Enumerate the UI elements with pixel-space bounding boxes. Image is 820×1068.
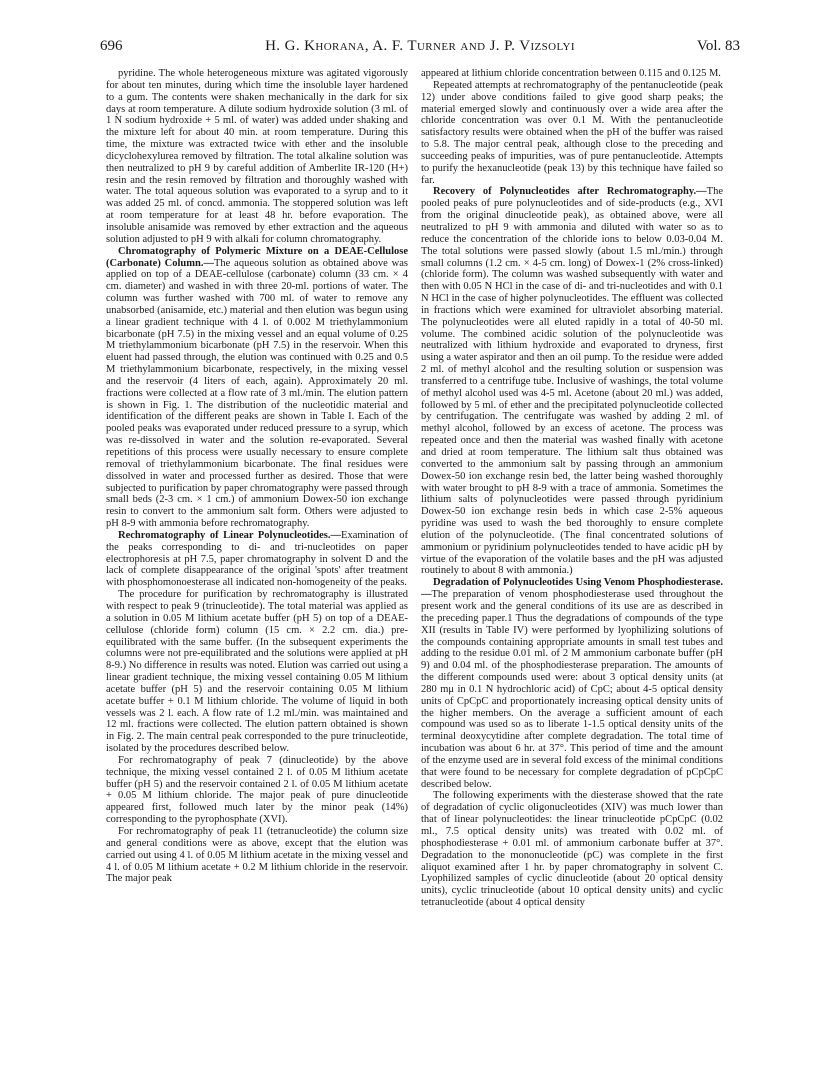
- section-heading: Chromatography of Polymeric Mixture on a DEAE-Cellulose (Carbonate) Column.—: [106, 245, 408, 269]
- paragraph-text: The preparation of venom phosphodiesterase used throughout the present work and the general conditions of its use are as described in the preceding paper.1 Thus the degradations of compounds of the type XII (results in Table IV) were performed by lyophilizing solutions of the compounds containing appropriate amounts in small test tubes and adding to the residue 0.01 ml. of 2 M ammonium carbonate buffer (pH 9) and 0.04 ml. of the phosphodiesterase preparation. The amounts of the different compounds used were: about 3 optical density units (at 280 mμ in 0.1 N hydrochloric acid) of CpC; about 4-5 optical density units of CpCpC and proportionately increasing optical density units of the higher members. On the average a sufficient amount of each compound was used so as to liberate 1-1.5 optical density units of the terminal deoxycytidine after complete degradation. The total time of incubation was about 6 hr. at 37°. This period of time and the amount of the enzyme used are in several fold excess of the minimal conditions that were found to be necessary for complete degradation of pCpCpC described below.: [421, 589, 723, 790]
- paragraph-text: The procedure for purification by rechromatography is illustrated with respect to peak 9 (trinucleotide). The total material was applied as a solution in 0.05 M lithium acetate buffer (pH 5) on top of a DEAE-cellulose (chloride form) column (15 cm. × 2.2 cm. dia.) pre-equilibrated with the same buffer. (In the subsequent experiments the columns were not pre-equilibrated and the solutions were applied at pH 8-9.) No difference in results was noted. Elution was carried out using a linear gradient technique, the mixing vessel containing 0.05 M lithium acetate buffer (pH 5) and the reservoir containing 0.05 M lithium acetate buffer + 0.1 M lithium chloride. The volume of liquid in both vessels was 2 l. each. A flow rate of 1.2 ml./min. was maintained and 12 ml. fractions were collected. The elution pattern obtained is shown in Fig. 2. The main central peak corresponded to the pure trinucleotide, isolated by the procedures described below.: [106, 589, 408, 755]
- volume-label: Vol. 83: [696, 38, 740, 54]
- section-heading: Recovery of Polynucleotides after Rechromatography.—: [433, 186, 707, 198]
- paragraph-text: Repeated attempts at rechromatography of the pentanucleotide (peak 12) under above conditions failed to give good sharp peaks; the material emerged slowly and continuously over a wide area after the chloride concentration was over 0.1 M. With the pentanucleotide satisfactory results were obtained when the pH of the buffer was raised to 5.8. The major central peak, although close to the preceding and succeeding peaks of impurities, was of pure pentanucleotide. Attempts to purify the hexanucleotide (peak 13) by this technique have failed so far.: [421, 79, 723, 186]
- paragraph-text: Examination of the peaks corresponding to di- and tri-nucleotides on paper electrophoresis at pH 7.5, paper chromatography in solvent D and the lack of complete disappearance of the original 'spots' after treatment with phosphomonoesterase all indicated non-homogeneity of the peaks.: [106, 529, 408, 589]
- paragraph-text: appeared at lithium chloride concentration between 0.115 and 0.125 M.: [421, 68, 721, 79]
- paragraph: [421, 68, 723, 80]
- left-text-column: [106, 68, 408, 1058]
- paragraph: [106, 246, 408, 530]
- paragraph: [106, 68, 408, 246]
- page-header: [100, 38, 740, 60]
- paragraph-text: The pooled peaks of pure polynucleotides and of side-products (e.g., XVI from the original dinucleotide peak), as obtained above, were all neutralized to pH 9 with ammonia and diluted with water so as to reduce the concentration of the chloride ions to below 0.03-0.04 M. The total solutions were passed slowly (about 1.5 ml./min.) through small columns (1.2 cm. × 4-5 cm. long) of Dowex-1 (2% cross-linked) (chloride form). The column was washed subsequently with water and then with 0.05 N HCl in the case of di- and tri-nucleotides and with 0.1 N HCl in the case of higher polynucleotides. The effluent was collected in fractions which were examined for ultraviolet absorbing material. The polynucleotides were all eluted rapidly in a total of 40-50 ml. volume. The combined acidic solution of the polynucleotide was neutralized with lithium hydroxide and evaporated to dryness, first using a water aspirator and then an oil pump. To the residue were added 2 ml. of methyl alcohol and the resulting solution or suspension was transferred to a centrifuge tube. Inclusive of washings, the total volume of methyl alcohol used was 4-5 ml. Acetone (about 20 ml.) was added, followed by 5 ml. of ether and the precipitated polynucleotide collected by centrifugation. The centrifugate was washed by adding 2 ml. of methyl alcohol, followed by an excess of acetone. The process was repeated once and then the material was washed finally with acetone and dried at room temperature. The lithium salt thus obtained was converted to the ammonium salt by passing through an ammonium Dowex-50 ion exchange resin bed, the latter being washed thoroughly with water brought to pH 8-9 with a trace of ammonia. Sometimes the lithium salts of polynucleotides were passed through pyridinium Dowex-50 ion exchange resin beds in which case 2-5% aqueous pyridine was used to wash the bed thoroughly to ensure complete elution of the polynucleotide. (The final concentrated solutions of ammonium or pyridinium polynucleotides tended to have acidic pH by virtue of the evaporation of the volatile bases and the pH was adjusted routinely to about 8 with ammonia.): [421, 186, 723, 577]
- paragraph-text: The aqueous solution as obtained above was applied on top of a DEAE-cellulose (carbonate) column (33 cm. × 4 cm. diameter) and washed in with three 20-ml. portions of water. The column was further washed with 700 ml. of water to remove any unabsorbed (anisamide, etc.) material and then elution was begun using a linear gradient technique with 4 l. of 0.002 M triethylammonium bicarbonate (pH 7.5) in the mixing vessel and an equal volume of 0.25 M triethylammonium bicarbonate (pH 7.5) in the reservoir. When this eluent had passed through, the elution was continued with 0.25 and 0.5 M triethylammonium bicarbonate, respectively, in the mixing vessel and the reservoir (4 liters of each, again). Approximately 20 ml. fractions were collected at a flow rate of 3 ml./min. The elution pattern is shown in Fig. 1. The distribution of the nucleotidic material and identification of the different peaks are shown in Table I. Each of the pooled peaks was evaporated under reduced pressure to a syrup, which was re-dissolved in water and the solution re-evaporated. Several repetitions of this process were usually necessary to ensure complete removal of triethylammonium bicarbonate. The final residues were dissolved in water and processed further as desired. Those that were subjected to purification by paper chromatography were passed through small beds (2-3 cm. × 1 cm.) of ammonium Dowex-50 ion exchange resin to convert to the ammonium salt form. Others were adjusted to pH 8-9 with ammonia before rechromatography.: [106, 257, 408, 530]
- paragraph: [421, 790, 723, 908]
- section-heading: Rechromatography of Linear Polynucleotides.—: [118, 529, 342, 541]
- paragraph: [106, 530, 408, 589]
- paragraph: [421, 186, 723, 577]
- paragraph: [106, 589, 408, 755]
- page-number: 696: [100, 38, 123, 54]
- paragraph: [421, 577, 723, 790]
- paragraph-text: For rechromatography of peak 7 (dinucleotide) by the above technique, the mixing vessel contained 2 l. of 0.05 M lithium acetate buffer (pH 5) and the reservoir contained 2 l. of 0.05 M lithium acetate + 0.05 M lithium chloride. The major peak of pure dinucleotide appeared first, followed much later by the minor peak (14%) corresponding to the pyrophosphate (XVI).: [106, 754, 408, 826]
- paragraph: [106, 755, 408, 826]
- paragraph-text: pyridine. The whole heterogeneous mixture was agitated vigorously for about ten minutes, during which time the insoluble layer hardened to a gum. The contents were shaken mechanically in the dark for six days at room temperature. A dilute sodium hydroxide solution (3 ml. of 1 N sodium hydroxide + 5 ml. of water) was added under shaking and the mixture left for about 40 min. at room temperature. During this time, the mixture was extracted twice with ether and the insoluble dicyclohexylurea removed by filtration. The total alkaline solution was then neutralized to pH 9 by careful addition of Amberlite IR-120 (H+) resin and the resin removed by filtration and thoroughly washed with water. The total aqueous solution was evaporated to a syrup and to it was added 25 ml. of concd. ammonia. The stoppered solution was left at room temperature for at least 48 hr. before evaporation. The insoluble anisamide was removed by ether extraction and the aqueous solution adjusted to pH 9 with alkali for column chromatography.: [106, 68, 408, 245]
- right-text-column: [421, 68, 723, 1058]
- paragraph: [421, 80, 723, 187]
- section-heading: Degradation of Polynucleotides Using Venom Phosphodiesterase.—: [421, 577, 723, 601]
- paragraph: [106, 826, 408, 885]
- running-title: H. G. Khorana, A. F. Turner and J. P. Vizsolyi: [265, 38, 575, 54]
- paragraph-text: The following experiments with the diesterase showed that the rate of degradation of cyclic oligonucleotides (XIV) was much lower than that of linear polynucleotides: the linear trinucleotide pCpCpC (0.02 ml., 7.5 optical density units) was treated with 0.02 ml. of phosphodiesterase + 0.01 ml. of ammonium carbonate buffer at 37°. Degradation to the mononucleotide (pC) was complete in the first aliquot examined after 1 hr. by paper chromatography in solvent C. Lyophilized samples of cyclic dinucleotide (about 20 optical density units), cyclic trinucleotide (about 10 optical density units) and cyclic tetranucleotide (about 4 optical density: [421, 790, 723, 909]
- paragraph-text: For rechromatography of peak 11 (tetranucleotide) the column size and general conditions were as above, except that the elution was carried out using 4 l. of 0.05 M lithium acetate in the mixing vessel and 4 l. of 0.05 M lithium acetate + 0.2 M lithium chloride in the reservoir. The major peak: [106, 826, 408, 885]
